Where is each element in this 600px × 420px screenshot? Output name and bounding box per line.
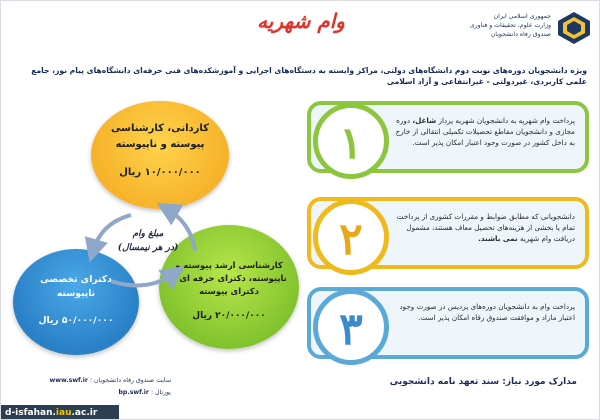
tier-label: کارشناسی ارشد پیوسته و ناپیوسته، دکترای حرفه ای و دکترای پیوسته [171,260,287,296]
tier-label: دکترای تخصصی ناپیوسته [40,274,112,299]
tier-associate-bachelor [91,101,229,209]
step-number: ۲ [339,214,363,265]
portal-line [11,387,171,399]
step-text-part: دانشجویانی که مطابق ضوابط و مقررات کشوری از پرداخت تمام یا بخشی از هزینه‌های تحصیل معاف هستند، مشمول دریافت وام شهریه [396,212,575,243]
swf-emblem-icon [557,11,591,45]
step-text [391,301,575,323]
logo-text [441,12,551,39]
swf-website-link[interactable]: www.swf.ir [49,377,88,384]
step-number-badge [313,103,389,179]
intro-emphasis: نوبت دوم [454,66,491,75]
step-1-card [307,101,589,173]
logo-line: صندوق رفاه دانشجویان [490,31,551,38]
link-label: پورتال : [150,389,171,396]
step-number-badge [313,199,389,275]
eligibility-intro [15,65,587,87]
portal-link[interactable]: bp.swf.ir [118,389,149,396]
caption-line: (در هر نیمسال) [117,243,179,253]
tier-amount: ۲۰/۰۰۰/۰۰۰ ریال [192,311,266,321]
website-line [11,375,171,387]
step-number: ۱ [339,118,363,169]
tier-amount: ۵۰/۰۰۰/۰۰۰ ریال [38,315,114,326]
step-3-card [307,287,589,359]
step-text [391,115,575,148]
watermark-text: .ac.ir [71,408,98,418]
tier-label: کاردانی، کارشناسی پیوسته و ناپیوسته [111,123,209,150]
website-links [11,375,171,399]
step-text-part: پرداخت وام به دانشجویان دوره‌های پردیس در صورت وجود اعتبار مازاد و موافقت صندوق رفاه امکان پذیر است. [399,302,575,322]
watermark-text: d-isfahan. [5,408,56,418]
intro-text: دانشگاه‌های دولتی، مراکز وابسته به دستگاه‌های اجرایی و آموزشکده‌های فنی حرفه‌ای دانشگاه‌های پیام نور، جامع علمی کاربردی، غیردولتی - غیرانتفاعی و آزاد اسلامی [31,66,587,86]
logo-line: جمهوری اسلامی ایران [493,13,551,20]
step-text [391,211,575,244]
required-documents: مدارک مورد نیاز: سند تعهد نامه دانشجویی [389,377,577,387]
page-title: وام شهریه [257,9,345,33]
intro-text: ویژه دانشجویان دوره‌های [492,66,587,75]
caption-line: مبلغ وام [132,229,164,239]
step-2-card [307,197,589,269]
step-text-part: دوره مجازی و دانشجویان مقاطع تحصیلات تکمیلی انتقالی از خارج به داخل کشور در صورت وجود اعتبار امکان پذیر است. [395,116,575,147]
logo-line: وزارت علوم، تحقیقات و فناوری [469,22,551,29]
step-number: ۳ [339,304,363,355]
step-text-part: پرداخت وام شهریه به دانشجویان شهریه پرداز [438,116,575,125]
watermark-accent: iau [55,408,72,418]
site-watermark [1,405,119,420]
step-number-badge [313,289,389,365]
tier-amount: ۱۰/۰۰۰/۰۰۰ ریال [119,167,201,178]
loan-amount-caption [105,227,191,255]
link-label: سایت صندوق رفاه دانشجویان : [89,377,171,384]
step-text-emphasis: شاغل، [412,116,437,125]
step-text-emphasis: نمی باشند. [478,234,518,243]
ministry-logo [441,9,591,49]
